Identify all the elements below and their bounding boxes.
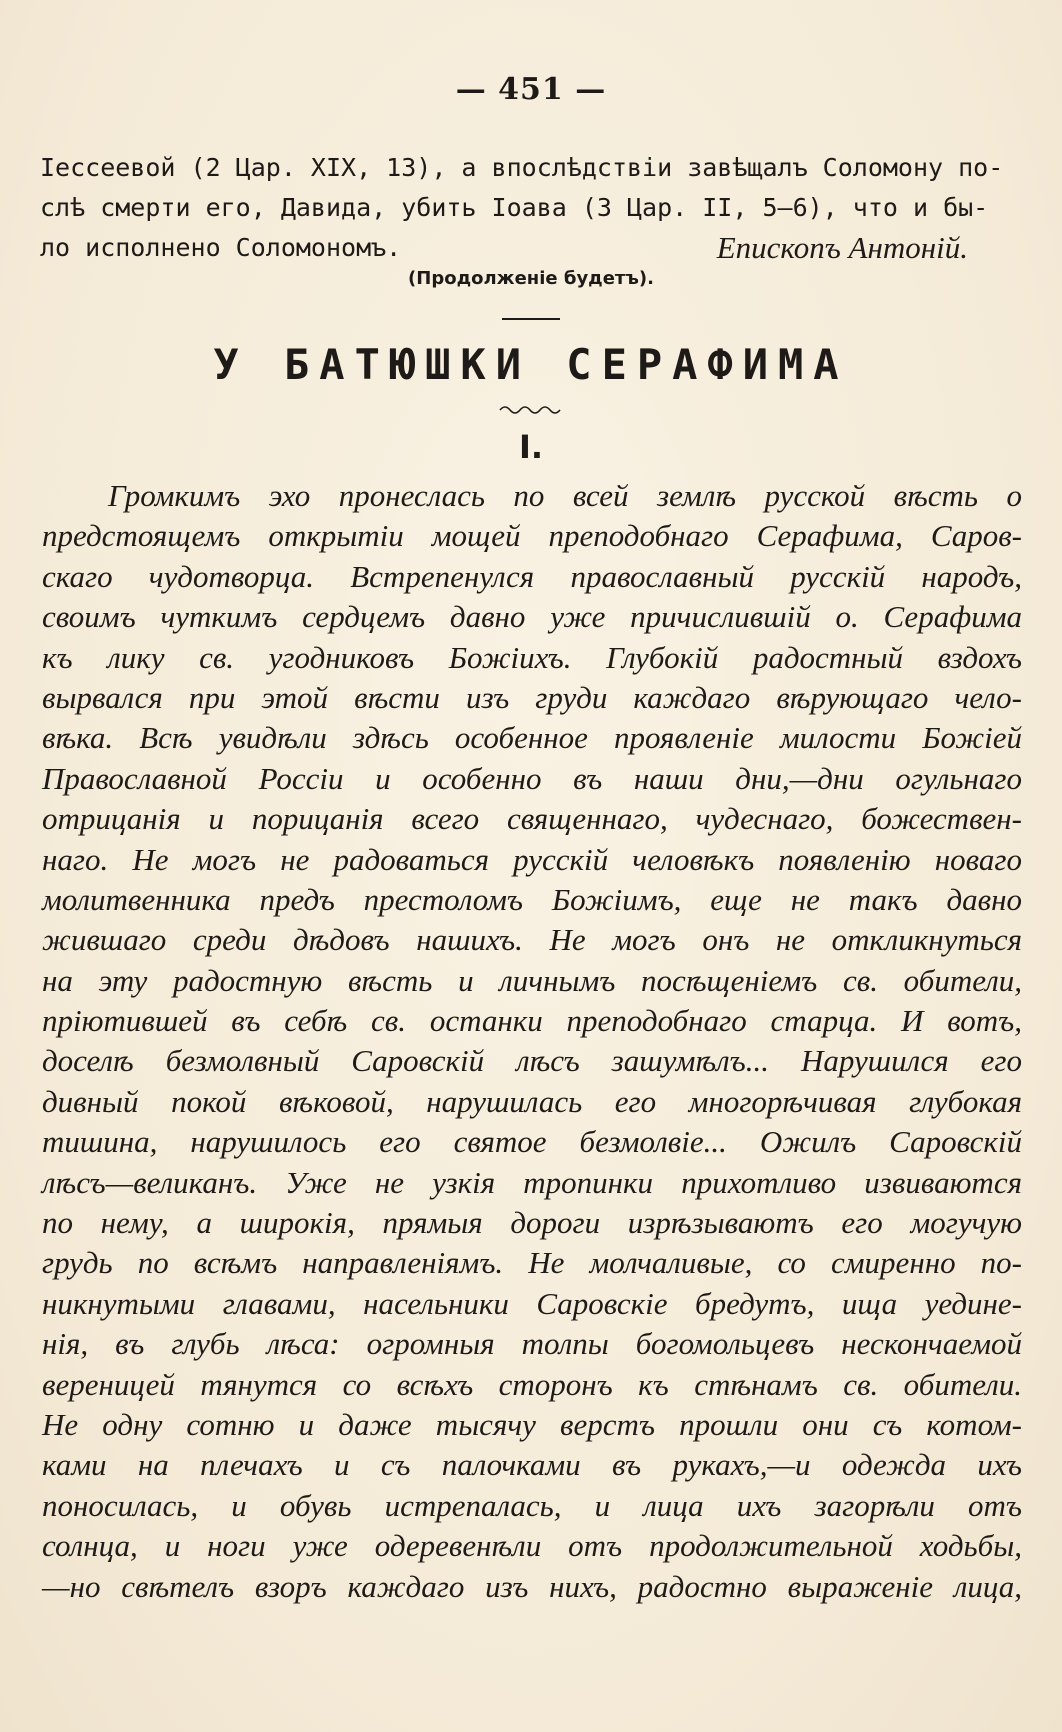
text-line: тишина, нарушилось его святое безмолвіе... Ожилъ Саровскій: [42, 1124, 1022, 1160]
text-line: молитвенника предъ престоломъ Божіимъ, еще не такъ давно: [42, 881, 1022, 917]
text-line: грудь по всѣмъ направленіямъ. Не молчаливые, со смиренно по-: [42, 1245, 1022, 1281]
text-line: доселѣ безмолвный Саровскій лѣсъ зашумѣлъ... Нарушился его: [42, 1043, 1022, 1079]
text-line: Не одну сотню и даже тысячу верстъ прошли они съ котом-: [42, 1406, 1022, 1442]
continued-note: (Продолженіе будетъ).: [408, 268, 654, 289]
text-line: вырвался при этой вѣсти изъ груди каждаго вѣрующаго чело-: [42, 679, 1022, 715]
separator-rule: [502, 318, 560, 320]
wavy-ornament: [498, 404, 564, 416]
text-line: лѣсъ—великанъ. Уже не узкія тропинки прихотливо извиваются: [42, 1164, 1022, 1200]
text-line: слѣ смерти его, Давида, убить Іоава (3 Цар. II, 5—6), что и бы-: [40, 193, 989, 222]
article-title: У БАТЮШКИ СЕРАФИМА: [213, 340, 849, 389]
text-line: своимъ чуткимъ сердцемъ давно уже причислившій о. Серафима: [42, 599, 1022, 635]
text-line: ками на плечахъ и съ палочками въ рукахъ,—и одежда ихъ: [42, 1447, 1022, 1483]
text-line: по нему, а широкія, прямыя дороги изрѣзываютъ его могучую: [42, 1205, 1022, 1241]
text-line: отрицанія и порицанія всего священнаго, чудеснаго, божествен-: [42, 801, 1022, 837]
text-line: жившаго среди дѣдовъ нашихъ. Не могъ онъ не откликнуться: [42, 922, 1022, 958]
author-signature: Епископъ Антоній.: [716, 230, 968, 265]
article-body: [42, 476, 1022, 1607]
text-line: Іессеевой (2 Цар. XIX, 13), а впослѣдствіи завѣщалъ Соломону по-: [40, 153, 1004, 182]
text-line: предстоящемъ открытіи мощей преподобнаго Серафима, Саров-: [42, 518, 1022, 554]
text-line: солнца, и ноги уже одеревенѣли отъ продолжительной ходьбы,: [42, 1528, 1022, 1564]
text-line: Православной Россіи и особенно въ наши дни,—дни огульнаго: [42, 760, 1022, 796]
text-line: на эту радостную вѣсть и личнымъ посѣщеніемъ св. обители,: [42, 962, 1022, 998]
text-line: ло исполнено Соломономъ.: [40, 233, 402, 262]
text-line: вѣка. Всѣ увидѣли здѣсь особенное проявленіе милости Божіей: [42, 720, 1022, 756]
text-line: дивный покой вѣковой, нарушилась его многорѣчивая глубокая: [42, 1083, 1022, 1119]
text-line: наго. Не могъ не радоваться русскій человѣкъ появленію новаго: [42, 841, 1022, 877]
text-line: къ лику св. угодниковъ Божіихъ. Глубокій радостный вздохъ: [42, 639, 1022, 675]
text-line: вереницей тянутся со всѣхъ сторонъ къ стѣнамъ св. обители.: [42, 1366, 1022, 1402]
text-line: нія, въ глубь лѣса: огромныя толпы богомольцевъ нескончаемой: [42, 1326, 1022, 1362]
text-line: пріютившей въ себѣ св. останки преподобнаго старца. И вотъ,: [42, 1003, 1022, 1039]
text-line: —но свѣтелъ взоръ каждаго изъ нихъ, радостно выраженіе лица,: [42, 1568, 1022, 1604]
text-line: поносилась, и обувь истрепалась, и лица ихъ загорѣли отъ: [42, 1487, 1022, 1523]
section-number: I.: [518, 428, 544, 466]
text-line: никнутыми главами, насельники Саровскіе бредутъ, ища уедине-: [42, 1285, 1022, 1321]
page-number: — 451 —: [455, 72, 607, 107]
text-line: скаго чудотворца. Встрепенулся православный русскій народъ,: [42, 558, 1022, 594]
text-line: Громкимъ эхо пронеслась по всей землѣ русской вѣсть о: [108, 478, 1022, 513]
